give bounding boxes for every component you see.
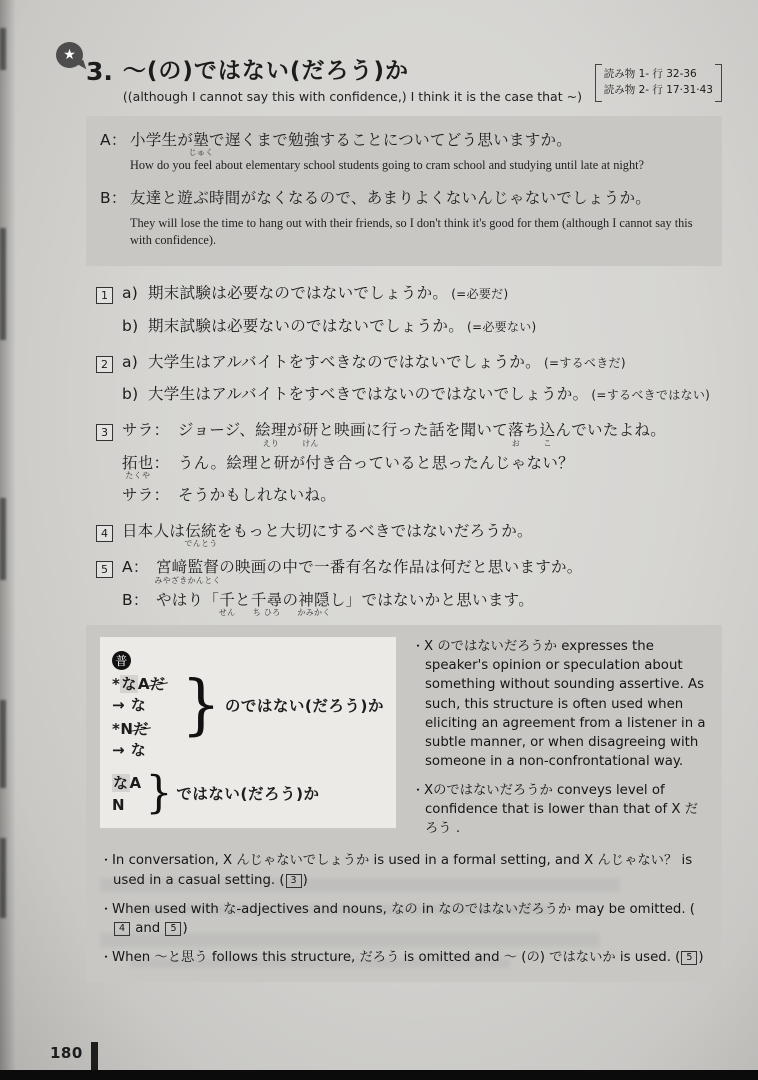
bleed-through-ghost [130,958,510,968]
dialogue-example-box [86,116,722,266]
formula-row: なA [113,773,142,792]
brace-icon: } [181,666,221,744]
speaker-label: B： [122,590,149,609]
line-label: a) [122,352,139,371]
example-number-box: 1 [96,287,113,304]
equivalence-note: (=するべきだ) [544,355,626,370]
english-translation: How do you feel about elementary school students going to cram school and studying until late at night? [130,158,644,173]
example-number-box: 5 [96,561,113,578]
japanese-sentence: やはり「千 せん と千尋 ち ひろ の神隠 かみかく し」ではないかと思います。 [156,590,535,617]
example-line [122,383,722,406]
example-line [122,556,722,585]
example-item-3 [96,419,722,507]
page-edge-mark [0,228,6,340]
japanese-sentence: 日本人は伝統 でんとう をもっと大切にするべきではないだろうか。 [122,522,533,549]
page-edge-mark [0,838,6,918]
example-line [122,282,722,305]
brace-icon: } [145,766,173,818]
japanese-sentence: 期末試験は必要なのではないでしょうか。 [148,284,449,303]
conjugation-formula-box [100,637,396,828]
page-content [63,47,722,982]
line-label: b) [122,385,139,403]
example-number-box: 3 [96,424,113,441]
bleed-through-ghost [100,933,600,947]
example-line [122,589,722,617]
grammar-note-bullet: ・ When used with な-adjectives and nouns, なの in なのではないだろうか may be omitted. (4 and 5 ) [100,900,708,939]
example-item-2 [96,351,722,407]
formula-group-na-n [112,766,384,818]
page-edge-mark [0,498,6,580]
example-line [122,351,722,374]
line-label: b) [122,316,139,335]
grammar-note-bullet: ・ When ～と思う follows this structure, だろう is omitted and ～ (の) ではないか is used. ( 5 ) [100,948,708,967]
example-item-1 [96,282,722,338]
japanese-sentence: 宮﨑監督 みやざきかんとく の映画の中で一番有名な作品は何だと思いますか。 [154,558,583,585]
example-item-5 [96,556,722,617]
heading-title: ～(の)ではない(だろう)か [122,58,409,84]
formula-group-plain [112,651,384,760]
photo-bottom-edge [0,1070,758,1080]
speaker-label: B： [100,189,127,208]
reading-ref-line: 読み物 1- 行 32-36 [603,68,697,80]
boxed-example-ref: 5 [681,951,697,965]
example-line [122,520,722,549]
japanese-sentence: 小学生が塾 じゅく で遅くまで勉強することについてどう思いますか。 [130,131,573,158]
grammar-note-box [86,625,722,982]
page-number: 180 [50,1044,83,1062]
page-edge-mark [0,28,6,70]
example-line [122,419,722,448]
japanese-sentence: 大学生はアルバイトをすべきではないのではないでしょうか。 [148,385,589,403]
japanese-sentence: 期末試験は必要ないのではないでしょうか。 [148,316,465,335]
formula-row: N [112,795,126,814]
grammar-note-bullet: ・ In conversation, X んじゃないでしょうか is used in a formal setting, and X んじゃない？ is used in a casual setting. ( 3 ) [100,851,708,890]
star-badge-icon: ★ [56,42,83,68]
example-line [122,484,722,507]
japanese-sentence: そうかもしれないね。 [178,485,337,504]
grammar-note-bullet: ・ X のではないだろうか expresses the speaker's opinion or speculation about something without sounding assertive. As such, this structure is often used when eliciting an agreement from a listener in a subtle manner, or when disagreeing with someone in a non-confrontational way. [412,637,708,772]
boxed-example-ref: 5 [165,922,181,936]
formula-suffix: ではない(だろう)か [176,784,320,803]
example-line [122,452,722,480]
speaker-label: 拓也 たくや ： [122,453,170,480]
reading-ref-line: 読み物 2- 行 17·31·43 [603,83,713,96]
dialogue-line-a [100,128,708,174]
grammar-notes-right-column [412,637,708,848]
plain-form-symbol: 普 [112,651,131,670]
grammar-note-bullet: ・ Xのではないだろうか conveys level of confidence that is lower than that of X だろう . [412,781,708,839]
equivalence-note: (=必要ない) [467,319,537,334]
numbered-examples [96,282,722,617]
bleed-through-ghost [100,878,620,892]
japanese-sentence: うん。絵理と研が付き合っていると思ったんじゃない？ [178,453,574,472]
japanese-sentence: 大学生はアルバイトをすべきなのではないでしょうか。 [148,352,541,371]
speaker-label: A： [122,558,149,577]
example-number-box: 4 [96,525,113,542]
example-line [122,315,722,338]
equivalence-note: (=するべきではない) [591,388,711,402]
example-number-box: 2 [96,356,113,373]
speaker-label: A： [100,131,127,150]
line-label: a) [122,284,139,303]
speaker-label: サラ： [122,485,170,504]
heading-subtitle: ((although I cannot say this with confidence,) I think it is the case that ~) [122,89,582,105]
dialogue-line-b [100,186,708,248]
formula-suffix: のではない(だろう)か [224,697,384,716]
grammar-point-heading [63,47,722,105]
formula-row: *Nだ → な [112,719,165,759]
english-translation: They will lose the time to hang out with their friends, so I don't think it's good for them (although I cannot say this with confidence). [130,216,693,247]
equivalence-note: (=必要だ) [451,287,509,302]
reading-reference-box [595,64,722,102]
heading-number: 3. [86,57,113,86]
japanese-sentence: 友達と遊ぶ時間がなくなるので、あまりよくないんじゃないでしょうか。 [130,189,652,208]
formula-row: *なAだ → な [112,674,166,714]
boxed-example-ref: 4 [114,922,130,936]
example-item-4 [96,520,722,549]
speaker-label: サラ： [122,421,170,440]
page-edge-mark [0,700,6,788]
bleed-through-ghost [130,905,550,915]
boxed-example-ref: 3 [286,874,302,888]
japanese-sentence: ジョージ、絵理 えり が研 けん と映画に行った話を聞いて落 お ち込 こ んでいたよね。 [178,421,667,448]
